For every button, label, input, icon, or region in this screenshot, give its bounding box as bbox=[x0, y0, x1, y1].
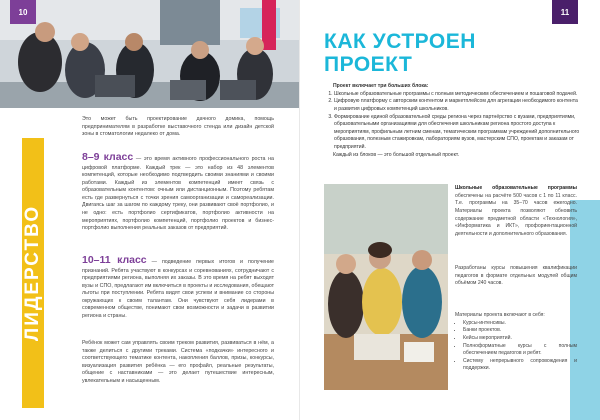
section-10-11 bbox=[82, 253, 274, 321]
intro-paragraph bbox=[82, 116, 274, 139]
modules-text: Разработаны курсы повышения квалификации педагогов в формате отдельных модулей общим объёмом 240 часов. bbox=[455, 265, 577, 287]
materials-section bbox=[455, 312, 577, 373]
section-10-11-heading: 10–11 класс bbox=[82, 254, 147, 266]
modules-paragraph bbox=[455, 265, 577, 288]
intro-text: Это может быть проектирование дачного домика, помощь предпринимателям в разработке выставочного стенда или дизайн детской зоны в стоматологии недалеко от дома. bbox=[82, 116, 274, 138]
materials-lead: Материалы проекта включают в себя: bbox=[455, 312, 545, 318]
page-title bbox=[324, 30, 554, 76]
page-number-right: 11 bbox=[552, 0, 578, 24]
classroom-photo bbox=[0, 0, 300, 108]
page-number-left: 10 bbox=[10, 0, 36, 24]
blocks-list bbox=[325, 91, 580, 152]
project-blocks bbox=[325, 83, 580, 159]
blocks-footer: Каждый из блоков — это большой отдельный проект. bbox=[333, 151, 460, 158]
section-10-11-text: — подведение первых итогов и получение признаний. Ребята участвуют в конкурсах и соревнованиях, сотрудничают с предприятиями региона, выполняя их заказы. В это время на ребят выходят вузы и СПО, предлагают им включиться в проекты и исследования, обещают льготы при поступлении. Ребята видят свои успехи и внимание со стороны окружающих к своим талантам. Они чувствуют себя лидерами в современном обществе, понимают свои возможности и задачи в развитии региона и страны. bbox=[82, 259, 274, 319]
section-8-9-heading: 8–9 класс bbox=[82, 151, 134, 163]
closing-paragraph bbox=[82, 340, 274, 385]
programs-text: обеспечены на расчёте 500 часов с 1 по 11 класс. Т.е. программы на 35–70 часов ежегодно. Материалы проекта позволяют обновить содержание предметной области «Технология», «Информатика и ИКТ», профориентационной деятельности и дополнительного образования. bbox=[455, 192, 577, 237]
material-item: • Полноформатные курсы с полным обеспечением педагогов и ребят. bbox=[463, 343, 577, 358]
material-item: • Систему непрерывного сопровождения и поддержки. bbox=[463, 358, 577, 373]
programs-heading: Школьные образовательные программы bbox=[455, 185, 577, 191]
programs-paragraph bbox=[455, 185, 577, 238]
title-line-2: ПРОЕКТ bbox=[324, 53, 413, 76]
materials-list bbox=[455, 320, 577, 373]
students-photo bbox=[324, 184, 448, 390]
material-item: • Кейсы мероприятий. bbox=[463, 335, 577, 343]
section-8-9 bbox=[82, 150, 274, 233]
block-item: 3. Формирование единой образовательной среды региона через партнёрство с вузами, предприятиями, образовательными организациями для обеспечения школьникам региона простого доступа к мероприятиям, профильным летним сменам, тематическим программам учреждений дополнительного образования, полезным стажировкам, лабораториям вузов, мастерским СПО, проектам и заказам от предприятий. bbox=[334, 114, 580, 152]
material-item: • Банки проектов. bbox=[463, 327, 577, 335]
block-item: 2. Цифровую платформу с авторским контентом и маркетплейсом для агрегации необходимого контента и развития цифровых компетенций школьников. bbox=[334, 98, 580, 113]
blocks-lead: Проект включает три больших блока: bbox=[333, 83, 429, 89]
closing-text: Ребёнок может сам управлять своим треком развития, развиваться в нём, а также делиться с другими треками. Система «подкачки» интересного и соответствующего тематике контента, накопления баллов, призы, конкурсы, визуализация развития ребёнка — его профайл, реальные результаты, общение с наставниками — это делает путешествие интересным, увлекательным и насыщенным. bbox=[82, 340, 274, 384]
material-item: • Курсы-интенсивы. bbox=[463, 320, 577, 328]
block-item: 1. Школьные образовательные программы с полным методическим обеспечением и пошаговой подачей. bbox=[334, 91, 580, 99]
title-line-1: КАК УСТРОЕН bbox=[324, 30, 476, 53]
section-8-9-text: — это время активного профессионального роста на цифровой платформе. Каждый трек — это набор из 48 элементов компетенций, которые необходимо подтвердить своими знаниями и своими работами. Каждый из элементов компетенций имеет связь с образовательным контентом: очным или дистанционным. Поэтому ребятам есть где развернуться с точки зрения самоорганизации и самореализации. Двигаясь шаг за шагом по каждому треку, они развивают своё портфолио, и не одно: есть портфолио сертификатов, портфолио активности на мероприятиях, портфолио компетенций, портфолио проектов и бизнес-портфолио выполнения реальных заказов от предприятий. bbox=[82, 156, 274, 232]
vertical-title-text: ЛИДЕРСТВО bbox=[22, 204, 43, 342]
right-page bbox=[300, 0, 600, 420]
vertical-title bbox=[22, 138, 44, 408]
